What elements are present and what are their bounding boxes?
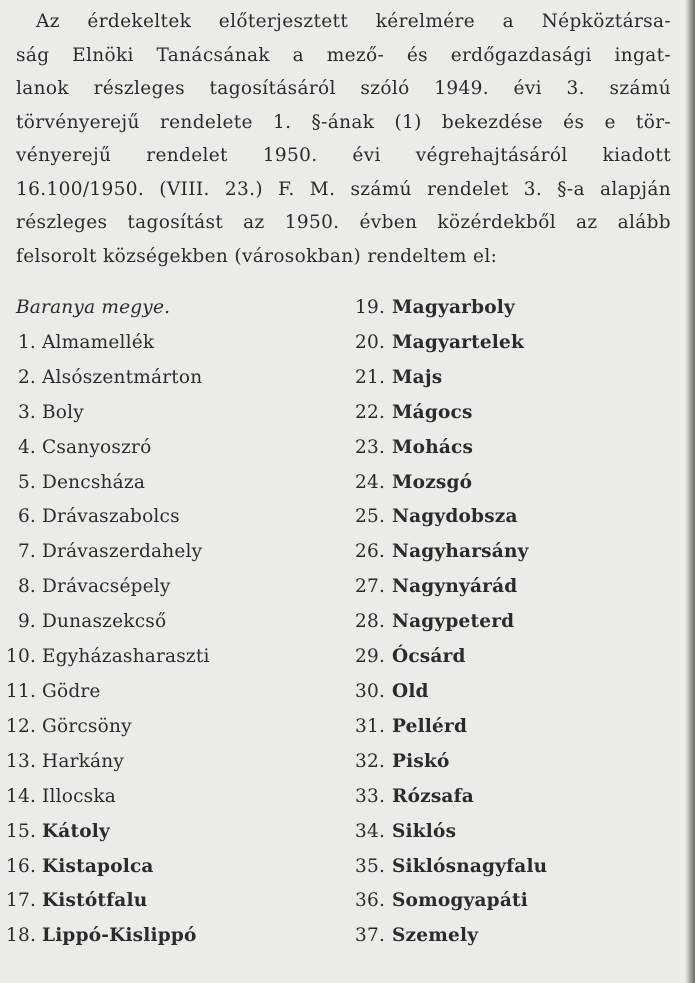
item-number: 4. — [17, 436, 36, 458]
village-name: Csanyoszró — [42, 436, 152, 458]
list-item — [355, 919, 675, 954]
list-item — [355, 466, 675, 501]
list-item — [355, 605, 675, 640]
list-item — [6, 605, 336, 640]
list-item — [6, 535, 336, 570]
village-name: Harkány — [42, 750, 125, 772]
village-name: Drávaszerdahely — [42, 541, 203, 563]
item-number: 12. — [6, 715, 37, 737]
village-name: Ócsárd — [392, 646, 466, 668]
item-number: 36. — [355, 890, 386, 912]
item-number: 2. — [17, 366, 36, 388]
list-item — [6, 466, 336, 501]
village-name: Kátoly — [42, 820, 110, 842]
paragraph-line: ság Elnöki Tanácsának a mező- és erdőgazdasági ingat- — [16, 44, 671, 66]
list-item — [355, 396, 675, 431]
item-number: 19. — [355, 297, 386, 318]
list-item — [6, 710, 336, 745]
village-name: Illocska — [42, 785, 116, 807]
item-number: 23. — [355, 436, 386, 458]
village-name: Piskó — [392, 750, 450, 772]
item-number: 9. — [17, 611, 36, 633]
decree-paragraph — [16, 5, 671, 273]
list-item — [6, 570, 336, 605]
item-number: 14. — [6, 785, 37, 807]
item-number: 17. — [6, 890, 37, 912]
item-number: 33. — [355, 785, 386, 807]
list-item — [355, 500, 675, 535]
item-number: 21. — [355, 366, 386, 388]
list-item — [355, 291, 675, 326]
list-item — [6, 431, 336, 466]
list-item — [6, 640, 336, 675]
village-name: Dunaszekcső — [42, 611, 167, 633]
item-number: 11. — [6, 680, 37, 702]
paragraph-line: lanok részleges tagosításáról szóló 1949. évi 3. számú — [16, 78, 671, 99]
list-item — [6, 745, 336, 780]
paragraph-line: vényerejű rendelet 1950. évi végrehajtásáról kiadott — [16, 145, 671, 166]
list-item — [6, 884, 336, 919]
item-number: 8. — [17, 576, 36, 598]
item-number: 24. — [355, 471, 386, 493]
list-item — [6, 500, 336, 535]
village-name: Egyházasharaszti — [42, 646, 210, 668]
right-list — [355, 291, 675, 954]
list-item — [355, 850, 675, 885]
item-number: 34. — [355, 820, 386, 842]
list-item — [355, 884, 675, 919]
village-name: Drávacsépely — [42, 576, 171, 598]
village-name: Kistapolca — [42, 855, 154, 877]
list-item — [6, 326, 336, 361]
item-number: 31. — [355, 715, 386, 737]
village-list-right — [355, 291, 675, 954]
list-item — [355, 780, 675, 815]
village-name: Boly — [42, 401, 84, 423]
village-name: Lippó-Kislippó — [42, 925, 197, 947]
item-number: 28. — [355, 611, 386, 633]
paragraph-line: Az érdekeltek előterjesztett kérelmére a Népköztársa- — [36, 11, 671, 32]
item-number: 20. — [355, 331, 386, 353]
list-item — [355, 815, 675, 850]
list-item — [6, 780, 336, 815]
item-number: 16. — [6, 855, 37, 877]
list-item — [6, 919, 336, 954]
item-number: 32. — [355, 750, 386, 772]
village-name: Mohács — [392, 436, 474, 458]
village-name: Majs — [392, 366, 443, 388]
item-number: 5. — [17, 471, 36, 493]
village-name: Alsószentmárton — [42, 366, 203, 388]
item-number: 22. — [355, 401, 386, 423]
village-name: Kistótfalu — [42, 890, 148, 912]
item-number: 6. — [17, 506, 36, 528]
village-name: Mágocs — [392, 401, 473, 423]
list-item — [6, 815, 336, 850]
list-item — [355, 431, 675, 466]
village-name: Nagyharsány — [392, 541, 529, 563]
item-number: 37. — [355, 925, 386, 947]
paragraph-line: 16.100/1950. (VIII. 23.) F. M. számú rendelet 3. §-a alapján — [16, 178, 671, 200]
village-name: Szemely — [392, 925, 479, 947]
village-name: Somogyapáti — [392, 890, 528, 912]
village-name: Siklós — [392, 820, 457, 842]
list-item — [6, 850, 336, 885]
village-name: Nagynyárád — [392, 576, 518, 598]
list-item — [355, 640, 675, 675]
list-item — [6, 675, 336, 710]
village-name: Mozsgó — [392, 471, 473, 493]
village-name: Drávaszabolcs — [42, 506, 180, 528]
list-item — [6, 361, 336, 396]
item-number: 15. — [6, 820, 37, 842]
item-number: 7. — [17, 541, 36, 563]
village-name: Magyartelek — [392, 331, 525, 353]
item-number: 27. — [355, 576, 386, 598]
village-name: Rózsafa — [392, 785, 474, 807]
paragraph-line: részleges tagosítást az 1950. évben közérdekből az alább — [16, 212, 671, 233]
list-item — [355, 326, 675, 361]
item-number: 26. — [355, 541, 386, 563]
list-item — [355, 745, 675, 780]
village-name: Gödre — [42, 680, 101, 702]
village-name: Magyarboly — [392, 297, 515, 318]
village-name: Nagydobsza — [392, 506, 518, 528]
item-number: 10. — [6, 646, 37, 668]
item-number: 18. — [6, 925, 37, 947]
list-item — [355, 361, 675, 396]
village-name: Siklósnagyfalu — [392, 855, 548, 877]
left-list — [6, 326, 336, 954]
item-number: 29. — [355, 646, 386, 668]
item-number: 3. — [17, 401, 36, 423]
village-name: Old — [392, 680, 429, 702]
village-name: Pellérd — [392, 715, 468, 737]
item-number: 1. — [17, 331, 36, 353]
item-number: 25. — [355, 506, 386, 528]
list-item — [355, 710, 675, 745]
item-number: 35. — [355, 855, 386, 877]
county-heading: Baranya megye. — [16, 297, 171, 318]
list-item — [355, 570, 675, 605]
paragraph-line: felsorolt községekben (városokban) rendeltem el: — [16, 245, 498, 267]
village-name: Nagypeterd — [392, 611, 515, 633]
item-number: 13. — [6, 750, 37, 772]
list-item — [355, 535, 675, 570]
village-name: Dencsháza — [42, 471, 146, 493]
list-item — [355, 675, 675, 710]
village-name: Almamellék — [42, 331, 155, 353]
village-list-left — [6, 291, 336, 954]
item-number: 30. — [355, 680, 386, 702]
page-edge-shadow — [685, 0, 695, 983]
list-item — [6, 396, 336, 431]
paragraph-line: törvényerejű rendelete 1. §-ának (1) bekezdése és e tör- — [16, 111, 671, 133]
village-name: Görcsöny — [42, 715, 132, 737]
